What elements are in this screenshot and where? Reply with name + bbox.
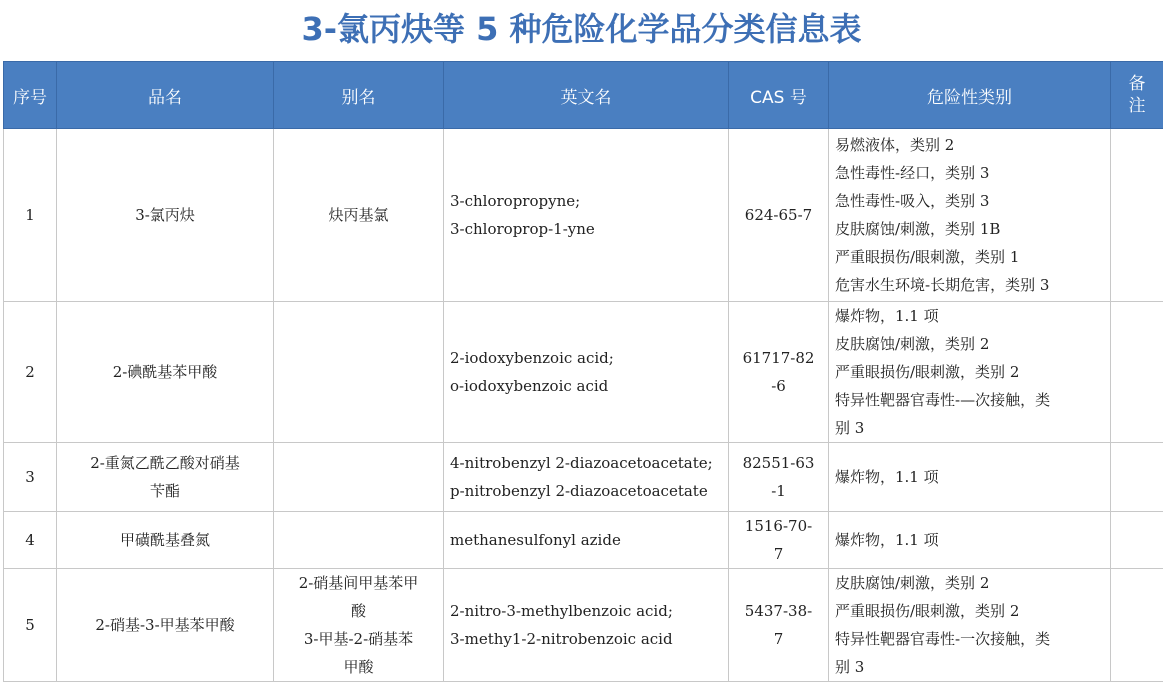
row-no: 5: [4, 569, 57, 682]
table-row: [4, 443, 1163, 512]
english-line: 3-chloropropyne;: [450, 192, 581, 210]
hazard-classification-table: [3, 61, 1163, 682]
hazard-line: 危害水生环境-长期危害，类别 3: [835, 276, 1050, 294]
alias-line: 甲酸: [343, 658, 374, 676]
row-name: 2-硝基-3-甲基苯甲酸: [57, 569, 274, 682]
hazard-line: 严重眼损伤/眼刺激，类别 2: [835, 363, 1020, 381]
row-no: 4: [4, 512, 57, 569]
cas-line: 624-65-7: [744, 206, 813, 224]
header-remark-label: 备 注: [1128, 74, 1146, 116]
hazard-line: 爆炸物，1.1 项: [835, 307, 939, 325]
row-english: [444, 512, 729, 569]
hazard-line: 皮肤腐蚀/刺激，类别 2: [835, 574, 990, 592]
row-cas: [729, 302, 829, 443]
english-line: 3-methy1-2-nitrobenzoic acid: [450, 630, 673, 648]
row-remark: [1111, 302, 1163, 443]
table-row: [4, 569, 1163, 682]
english-line: methanesulfonyl azide: [450, 531, 621, 549]
row-no: 1: [4, 129, 57, 302]
hazard-line: 皮肤腐蚀/刺激，类别 1B: [835, 220, 1001, 238]
header-row: [4, 62, 1163, 129]
english-line: 2-iodoxybenzoic acid;: [450, 349, 614, 367]
header-remark: [1111, 62, 1163, 129]
alias-line: 酸: [350, 602, 366, 620]
row-name: 甲磺酰基叠氮: [57, 512, 274, 569]
name-line: 2-重氮乙酰乙酸对硝基: [90, 454, 240, 472]
table-row: [4, 302, 1163, 443]
row-hazard: [829, 443, 1111, 512]
english-line: p-nitrobenzyl 2-diazoacetoacetate: [450, 482, 708, 500]
row-cas: [729, 443, 829, 512]
header-cas: CAS 号: [729, 62, 829, 129]
header-no: 序号: [4, 62, 57, 129]
alias-line: 2-硝基间甲基苯甲: [298, 574, 419, 592]
row-english: [444, 129, 729, 302]
row-alias: 炔丙基氯: [274, 129, 444, 302]
hazard-line: 爆炸物，1.1 项: [835, 531, 939, 549]
row-english: [444, 443, 729, 512]
hazard-line: 皮肤腐蚀/刺激，类别 2: [835, 335, 990, 353]
row-remark: [1111, 512, 1163, 569]
row-cas: [729, 569, 829, 682]
hazard-line: 爆炸物，1.1 项: [835, 468, 939, 486]
cas-line: 61717-82: [742, 349, 815, 367]
page-title: 3-氯丙炔等 5 种危险化学品分类信息表: [301, 10, 862, 48]
cas-line: -1: [771, 482, 786, 500]
cas-line: 5437-38-: [744, 602, 813, 620]
row-cas: [729, 129, 829, 302]
table-row: [4, 129, 1163, 302]
english-line: o-iodoxybenzoic acid: [450, 377, 609, 395]
hazard-line: 易燃液体，类别 2: [835, 136, 955, 154]
hazard-line: 特异性靶器官毒性-一次接触，类: [835, 630, 1051, 648]
row-alias: [274, 443, 444, 512]
table-row: [4, 512, 1163, 569]
row-remark: [1111, 443, 1163, 512]
row-alias: [274, 569, 444, 682]
row-name: [57, 443, 274, 512]
cas-line: 1516-70-: [744, 517, 813, 535]
row-english: [444, 302, 729, 443]
hazard-line: 严重眼损伤/眼刺激，类别 1: [835, 248, 1020, 266]
row-alias: [274, 302, 444, 443]
row-hazard: [829, 569, 1111, 682]
row-alias: [274, 512, 444, 569]
row-hazard: [829, 129, 1111, 302]
hazard-line: 别 3: [835, 419, 865, 437]
row-name: 3-氯丙炔: [57, 129, 274, 302]
header-alias: 别名: [274, 62, 444, 129]
row-hazard: [829, 302, 1111, 443]
row-hazard: [829, 512, 1111, 569]
hazard-line: 急性毒性-经口，类别 3: [835, 164, 990, 182]
header-name: 品名: [57, 62, 274, 129]
hazard-line: 严重眼损伤/眼刺激，类别 2: [835, 602, 1020, 620]
row-english: [444, 569, 729, 682]
hazard-line: 特异性靶器官毒性-—次接触，类: [835, 391, 1051, 409]
row-no: 3: [4, 443, 57, 512]
cas-line: 82551-63: [742, 454, 815, 472]
row-name: 2-碘酰基苯甲酸: [57, 302, 274, 443]
english-line: 2-nitro-3-methylbenzoic acid;: [450, 602, 673, 620]
english-line: 4-nitrobenzyl 2-diazoacetoacetate;: [450, 454, 713, 472]
header-hazard: 危险性类别: [829, 62, 1111, 129]
name-line: 苄酯: [149, 482, 180, 500]
alias-line: 3-甲基-2-硝基苯: [303, 630, 414, 648]
cas-line: 7: [773, 545, 784, 563]
hazard-line: 急性毒性-吸入，类别 3: [835, 192, 990, 210]
english-line: 3-chloroprop-1-yne: [450, 220, 595, 238]
header-english: 英文名: [444, 62, 729, 129]
row-remark: [1111, 129, 1163, 302]
row-no: 2: [4, 302, 57, 443]
hazard-line: 别 3: [835, 658, 865, 676]
row-cas: [729, 512, 829, 569]
cas-line: -6: [771, 377, 786, 395]
row-remark: [1111, 569, 1163, 682]
cas-line: 7: [773, 630, 784, 648]
